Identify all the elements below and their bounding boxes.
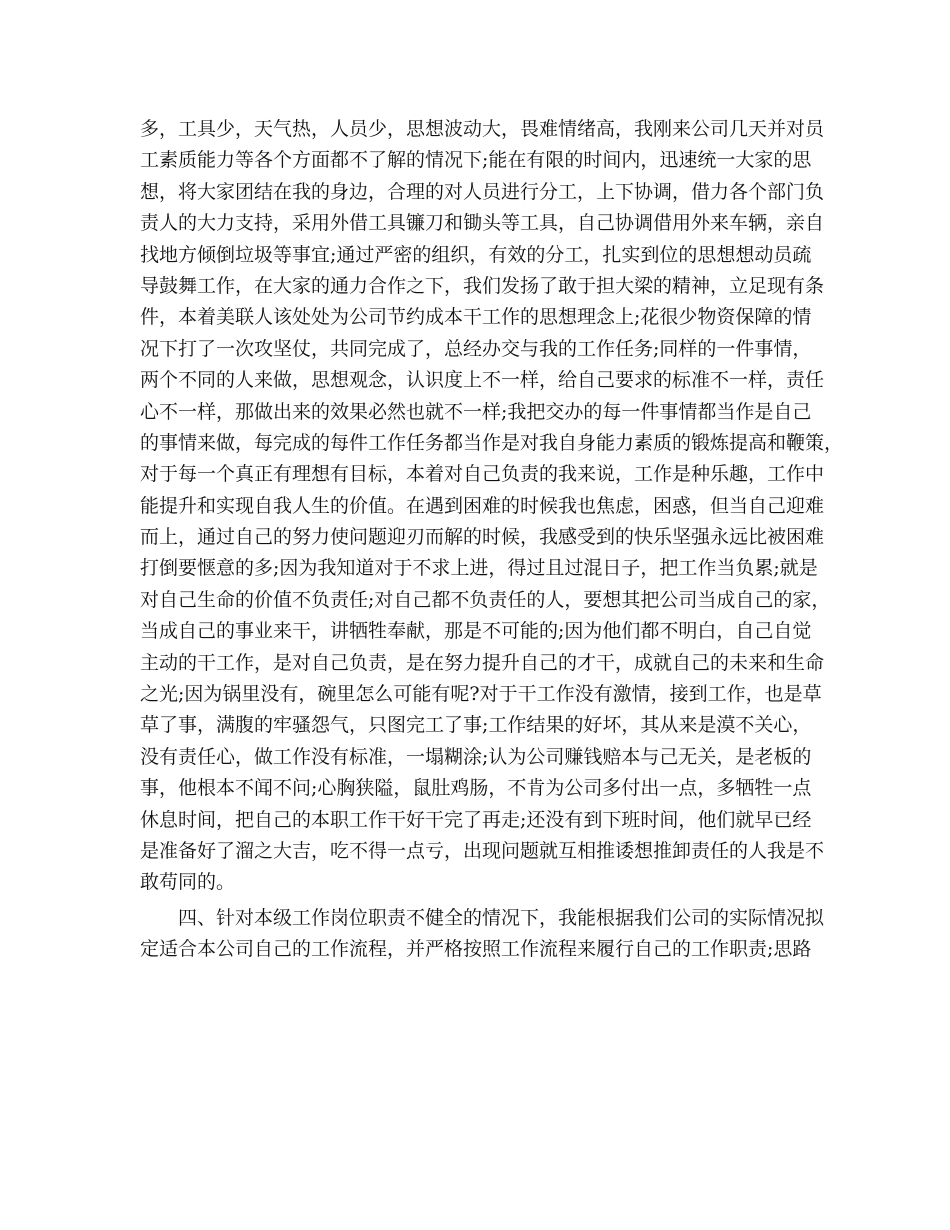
- text-line: 四、针对本级工作岗位职责不健全的情况下，我能根据我们公司的实际情况拟: [178, 906, 825, 929]
- paragraph-1: [140, 114, 844, 899]
- text-line: 敢苟同的。: [140, 871, 236, 894]
- paragraph-2: [140, 903, 825, 966]
- text-line: 心不一样，那做出来的效果必然也就不一样;我把交办的每一件事情都当作是自己: [140, 400, 812, 423]
- text-line: 对于每一个真正有理想有目标，本着对自己负责的我来说，工作是种乐趣，工作中: [140, 463, 825, 486]
- text-line: 找地方倾倒垃圾等事宜;通过严密的组织，有效的分工，扎实到位的思想想动员疏: [140, 243, 812, 266]
- document-body: [140, 114, 844, 966]
- text-line: 没有责任心，做工作没有标准，一塌糊涂;认为公司赚钱赔本与己无关，是老板的: [140, 745, 812, 768]
- text-line: 打倒要惬意的多;因为我知道对于不求上进，得过且过混日子，把工作当负累;就是: [140, 557, 818, 580]
- text-line: 况下打了一次攻坚仗，共同完成了，总经办交与我的工作任务;同样的一件事情，: [140, 337, 812, 360]
- text-line: 想，将大家团结在我的身边，合理的对人员进行分工，上下协调，借力各个部门负: [140, 180, 825, 203]
- text-line: 导鼓舞工作，在大家的通力合作之下，我们发扬了敢于担大梁的精神，立足现有条: [140, 274, 825, 297]
- text-line: 两个不同的人来做，思想观念，认识度上不一样，给自己要求的标准不一样，责任: [140, 369, 825, 392]
- text-line: 的事情来做，每完成的每件工作任务都当作是对我自身能力素质的锻炼提高和鞭策，: [140, 431, 844, 454]
- text-line: 而上，通过自己的努力使问题迎刃而解的时候，我感受到的快乐坚强永远比被困难: [140, 526, 825, 549]
- text-line: 定适合本公司自己的工作流程，并严格按照工作流程来履行自己的工作职责;思路: [140, 938, 812, 961]
- text-line: 草了事，满腹的牢骚怨气，只图完工了事;工作结果的好坏，其从来是漠不关心，: [140, 714, 812, 737]
- text-line: 责人的大力支持，采用外借工具镰刀和锄头等工具，自己协调借用外来车辆，亲自: [140, 212, 825, 235]
- text-line: 是准备好了溜之大吉，吃不得一点亏，出现问题就互相推诿想推卸责任的人我是不: [140, 839, 825, 862]
- text-line: 事，他根本不闻不问;心胸狭隘，鼠肚鸡肠，不肯为公司多付出一点，多牺牲一点: [140, 777, 812, 800]
- text-line: 对自己生命的价值不负责任;对自己都不负责任的人，要想其把公司当成自己的家，: [140, 588, 831, 611]
- text-line: 之光;因为锅里没有，碗里怎么可能有呢?对于干工作没有激情，接到工作，也是草: [140, 683, 822, 706]
- text-line: 能提升和实现自我人生的价值。在遇到困难的时候我也焦虑，困惑，但当自己迎难: [140, 494, 825, 517]
- text-line: 当成自己的事业来干，讲牺牲奉献，那是不可能的;因为他们都不明白，自己自觉: [140, 620, 812, 643]
- text-line: 休息时间，把自己的本职工作干好干完了再走;还没有到下班时间，他们就早已经: [140, 808, 812, 831]
- text-line: 多，工具少，天气热，人员少，思想波动大，畏难情绪高，我刚来公司几天并对员: [140, 118, 825, 140]
- text-line: 主动的干工作，是对自己负责，是在努力提升自己的才干，成就自己的未来和生命: [140, 651, 825, 674]
- text-line: 工素质能力等各个方面都不了解的情况下;能在有限的时间内，迅速统一大家的思: [140, 149, 812, 172]
- text-line: 件，本着美联人该处处为公司节约成本干工作的思想理念上;花很少物资保障的情: [140, 306, 812, 329]
